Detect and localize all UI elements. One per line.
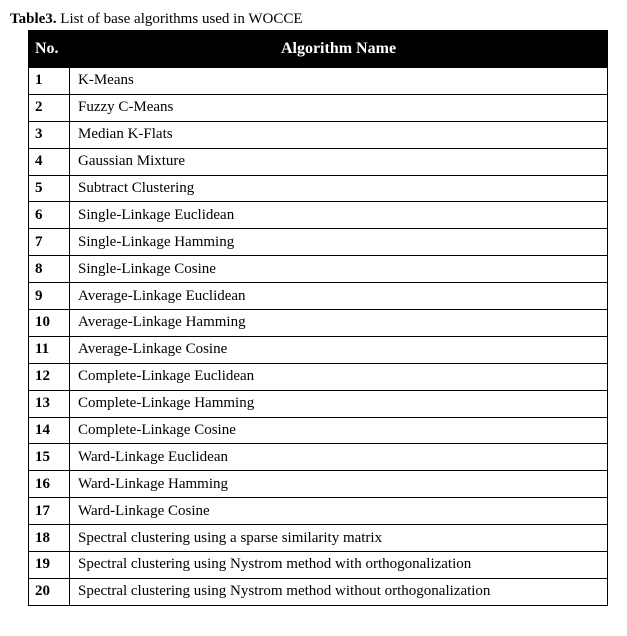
- table-caption-text: List of base algorithms used in WOCCE: [56, 11, 303, 27]
- row-number: 13: [29, 390, 70, 417]
- table-row: [29, 363, 608, 390]
- row-number: 10: [29, 310, 70, 337]
- table-row: [29, 552, 608, 579]
- table-row: [29, 94, 608, 121]
- table-caption: [10, 10, 303, 28]
- table-row: [29, 444, 608, 471]
- table-header-row: [29, 31, 608, 68]
- algorithm-name: Average-Linkage Euclidean: [70, 283, 608, 310]
- row-number: 6: [29, 202, 70, 229]
- algorithm-name: Spectral clustering using Nystrom method with orthogonalization: [70, 552, 608, 579]
- table-row: [29, 310, 608, 337]
- table-row: [29, 525, 608, 552]
- table-row: [29, 578, 608, 605]
- algorithm-name: Ward-Linkage Euclidean: [70, 444, 608, 471]
- algorithm-name: Average-Linkage Hamming: [70, 310, 608, 337]
- column-header-algorithm-name: Algorithm Name: [70, 31, 608, 68]
- algorithm-name: Complete-Linkage Euclidean: [70, 363, 608, 390]
- row-number: 18: [29, 525, 70, 552]
- table-caption-label: Table3.: [10, 11, 57, 27]
- algorithm-name: Median K-Flats: [70, 121, 608, 148]
- row-number: 19: [29, 552, 70, 579]
- row-number: 3: [29, 121, 70, 148]
- algorithm-name: Single-Linkage Cosine: [70, 256, 608, 283]
- row-number: 16: [29, 471, 70, 498]
- algorithm-name: Complete-Linkage Cosine: [70, 417, 608, 444]
- row-number: 15: [29, 444, 70, 471]
- column-header-no: No.: [29, 31, 70, 68]
- algorithm-name: Ward-Linkage Hamming: [70, 471, 608, 498]
- algorithm-name: Gaussian Mixture: [70, 148, 608, 175]
- row-number: 9: [29, 283, 70, 310]
- row-number: 8: [29, 256, 70, 283]
- row-number: 1: [29, 68, 70, 95]
- table-row: [29, 229, 608, 256]
- table-row: [29, 283, 608, 310]
- row-number: 12: [29, 363, 70, 390]
- table-row: [29, 498, 608, 525]
- algorithm-name: Complete-Linkage Hamming: [70, 390, 608, 417]
- algorithm-name: Spectral clustering using a sparse similarity matrix: [70, 525, 608, 552]
- algorithm-name: Single-Linkage Hamming: [70, 229, 608, 256]
- algorithm-name: Fuzzy C-Means: [70, 94, 608, 121]
- algorithm-name: Average-Linkage Cosine: [70, 336, 608, 363]
- row-number: 11: [29, 336, 70, 363]
- algorithm-name: Ward-Linkage Cosine: [70, 498, 608, 525]
- algorithm-name: Single-Linkage Euclidean: [70, 202, 608, 229]
- algorithm-name: Subtract Clustering: [70, 175, 608, 202]
- row-number: 14: [29, 417, 70, 444]
- row-number: 2: [29, 94, 70, 121]
- row-number: 4: [29, 148, 70, 175]
- algorithm-name: Spectral clustering using Nystrom method without orthogonalization: [70, 578, 608, 605]
- table-row: [29, 202, 608, 229]
- table-row: [29, 390, 608, 417]
- row-number: 17: [29, 498, 70, 525]
- row-number: 7: [29, 229, 70, 256]
- table-row: [29, 336, 608, 363]
- table-row: [29, 121, 608, 148]
- table-row: [29, 175, 608, 202]
- table-row: [29, 471, 608, 498]
- table-row: [29, 68, 608, 95]
- algorithm-name: K-Means: [70, 68, 608, 95]
- algorithms-table: [28, 30, 608, 606]
- table-row: [29, 417, 608, 444]
- row-number: 5: [29, 175, 70, 202]
- table-row: [29, 148, 608, 175]
- table-row: [29, 256, 608, 283]
- table-body: [29, 68, 608, 606]
- row-number: 20: [29, 578, 70, 605]
